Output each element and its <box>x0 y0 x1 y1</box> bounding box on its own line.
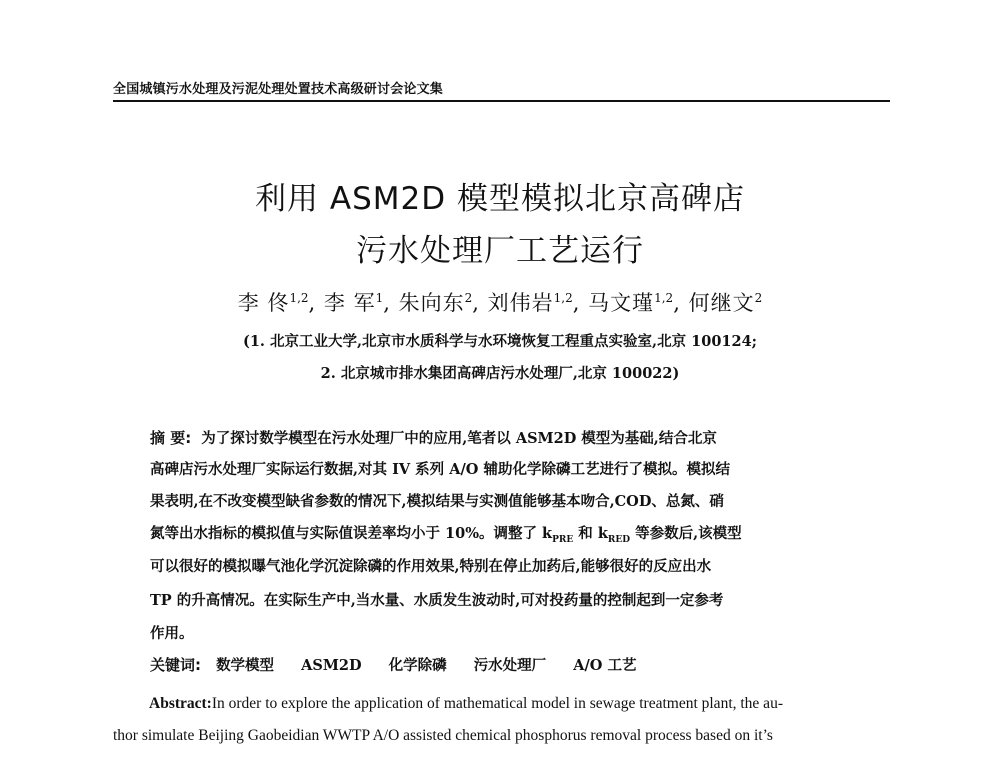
author: 李 军$^1$, <box>323 291 391 315</box>
keywords-label: 关键词: <box>150 656 201 674</box>
keyword: 化学除磷 <box>388 657 447 674</box>
keyword: ASM2D <box>301 657 362 674</box>
abstract-en-line: Abstract:In order to explore the application of mathematical model in sewage treatment plant, the au- <box>149 695 783 712</box>
abstract-cn-line: 可以很好的模拟曝气池化学沉淀除磷的作用效果,特别在停止加药后,能够很好的反应出水 <box>150 558 712 575</box>
keyword: A/O 工艺 <box>573 657 637 674</box>
abstract-cn-line: 作用。 <box>150 625 194 642</box>
abstract-cn-line: 果表明,在不改变模型缺省参数的情况下,模拟结果与实测值能够基本吻合,COD、总氮、硝 <box>150 493 724 510</box>
title-line-2: 污水处理厂工艺运行 <box>356 233 644 269</box>
keyword: 污水处理厂 <box>473 657 547 674</box>
keywords <box>150 654 870 675</box>
abstract-en-label: Abstract: <box>149 695 212 712</box>
abstract-label: 摘 要: <box>150 429 192 447</box>
header-rule <box>113 100 890 102</box>
author: 马文瑾$^{1,2}$, <box>588 291 681 315</box>
author-list <box>0 287 1000 317</box>
abstract-cn-line: 摘 要: 为了探讨数学模型在污水处理厂中的应用,笔者以 ASM2D 模型为基础,结合北京 <box>150 429 717 447</box>
running-head: 全国城镇污水处理及污泥处理处置技术高级研讨会论文集 <box>113 82 444 97</box>
affiliation-2: 2. 北京城市排水集团高碑店污水处理厂,北京 100022) <box>320 365 680 382</box>
title-line-1: 利用 ASM2D 模型模拟北京高碑店 <box>255 181 745 217</box>
abstract-cn-line: 高碑店污水处理厂实际运行数据,对其 IV 系列 A/O 辅助化学除磷工艺进行了模拟。模拟结 <box>150 461 730 478</box>
author: 刘伟岩$^{1,2}$, <box>487 291 581 315</box>
affiliation-1: (1. 北京工业大学,北京市水质科学与水环境恢复工程重点实验室,北京 100124; <box>242 333 758 350</box>
abstract-en <box>113 688 890 752</box>
author: 李 佟$^{1,2}$, <box>237 291 317 315</box>
keyword: 数学模型 <box>216 657 275 674</box>
abstract-en-line: thor simulate Beijing Gaobeidian WWTP A/O assisted chemical phosphorus removal process based on it’s <box>113 727 773 744</box>
author: 何继文$^2$ <box>688 291 763 315</box>
abstract-cn-line: TP 的升高情况。在实际生产中,当水量、水质发生波动时,可对投药量的控制起到一定参考 <box>150 592 724 609</box>
author: 朱向东$^2$, <box>398 291 480 315</box>
abstract-cn-line: 氮等出水指标的模拟值与实际值误差率均小于 10%。调整了 $k_{PRE}$ 和 $k_{RED}$ 等参数后,该模型 <box>150 525 742 545</box>
